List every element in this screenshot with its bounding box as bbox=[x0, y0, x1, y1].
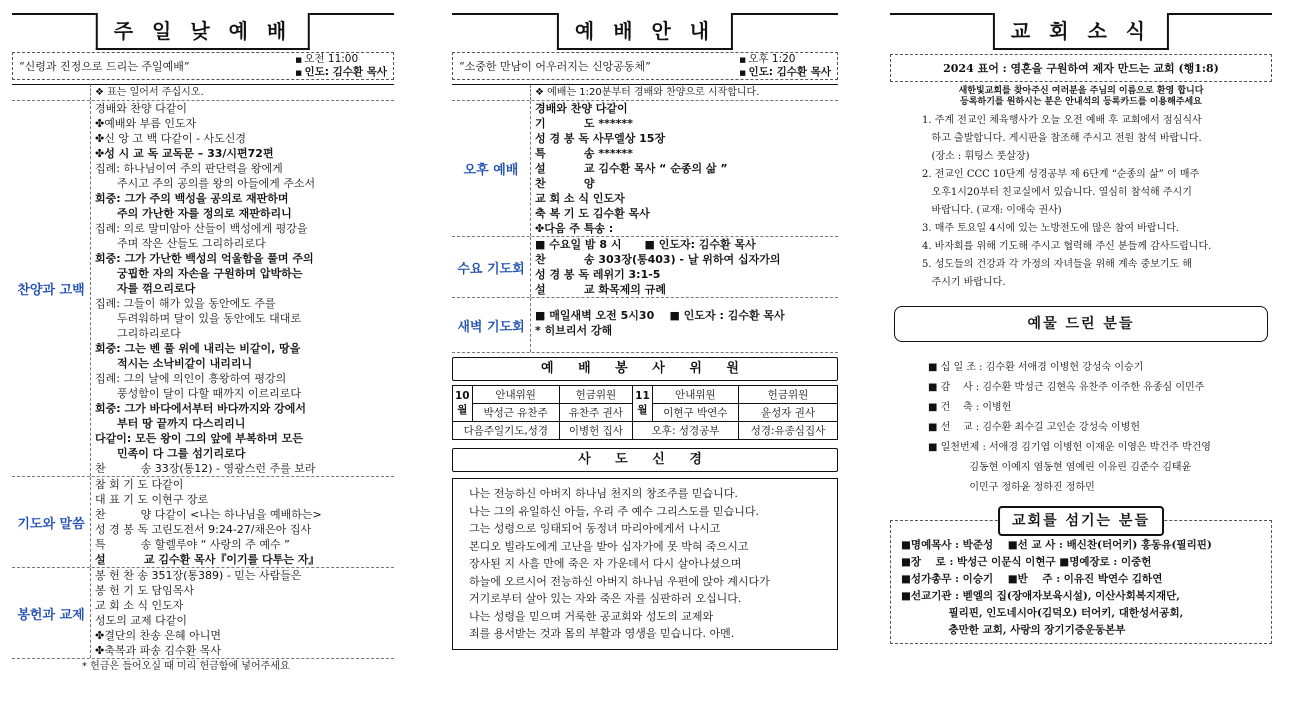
church-news-column bbox=[890, 0, 1272, 644]
servant-line: 충만한 교회, 사랑의 장기기증운동본부 bbox=[901, 624, 1126, 636]
service-time-info bbox=[739, 53, 831, 79]
dawn-line: ■ 매일새벽 오전 5시30 ■ 인도자 : 김수환 목사 bbox=[535, 309, 785, 322]
order-line: 민족이 다 그를 섬기리로다 bbox=[117, 447, 246, 460]
offering-list bbox=[890, 342, 1272, 498]
order-line: 성 경 봉 독 고린도전서 9:24-27/채은아 집사 bbox=[95, 523, 312, 536]
dawn-label: 새벽 기도회 bbox=[452, 298, 531, 352]
service-theme-box bbox=[12, 52, 394, 80]
month-oct: 10 월 bbox=[453, 386, 473, 422]
creed-line: 거기로부터 살아 있는 자와 죽은 자를 심판하러 오십니다. bbox=[469, 592, 742, 605]
committee-table bbox=[452, 385, 838, 440]
dawn-line: * 히브리서 강해 bbox=[535, 324, 613, 337]
creed-line: 본디오 빌라도에게 고난을 받아 십자가에 못 박혀 죽으시고 bbox=[469, 539, 749, 553]
column-header bbox=[890, 0, 1272, 46]
order-line: 성도의 교제 다같이 bbox=[95, 614, 188, 627]
service-guide-column bbox=[452, 0, 838, 650]
welcome-line: 새한빛교회를 찾아주신 여러분을 주님의 이름으로 환영 합니다 bbox=[958, 86, 1204, 96]
creed-line: 하늘에 오르시어 전능하신 아버지 하나님 우편에 앉아 계시다가 bbox=[469, 574, 770, 588]
order-line: 주의 가난한 자를 정의로 재판하리니 bbox=[117, 207, 292, 220]
start-note: ❖ 예배는 1:20분부터 경배와 찬양으로 시작합니다. bbox=[535, 87, 760, 98]
order-line: 봉 헌 기 도 담임목사 bbox=[95, 584, 194, 597]
servant-line: ■명예목사 : 박준성 ■선 교 사 : 배신찬(터어키) 홍동유(필리핀) bbox=[901, 539, 1212, 551]
order-line: 그리하리로다 bbox=[117, 327, 181, 340]
wednesday-line: 찬 송 303장(통403) - 날 위하여 십자가의 bbox=[535, 253, 781, 266]
welcome-note bbox=[890, 86, 1272, 108]
order-line: 회중: 그가 가난한 백성의 억울함을 풀며 주의 bbox=[95, 252, 314, 265]
order-line: 자를 꺾으리로다 bbox=[117, 282, 196, 295]
afternoon-line: 경배와 찬양 다같이 bbox=[535, 102, 628, 115]
next-prayer: 다음주일기도,성경 bbox=[453, 422, 560, 440]
service-theme: “소중한 만남이 어우러지는 신앙공동체” bbox=[459, 60, 651, 73]
offering-line: ■ 선 교 : 김수환 최수길 고인순 강성숙 이병헌 bbox=[928, 422, 1141, 433]
section-body bbox=[91, 568, 394, 658]
afternoon-line: 설 교 김수환 목사 “ 순종의 삶 ” bbox=[535, 162, 728, 175]
order-line: ✤성 시 교 독 교독문 – 33/시편72편 bbox=[95, 147, 274, 160]
order-line: 대 표 기 도 이현구 장로 bbox=[95, 493, 209, 506]
servants-box bbox=[890, 513, 1272, 644]
service-theme-box bbox=[452, 52, 838, 80]
order-line: ✤신 앙 고 백 다같이 - 사도신경 bbox=[95, 132, 247, 145]
creed-line: 나는 성령을 믿으며 거룩한 공교회와 성도의 교제와 bbox=[469, 609, 714, 623]
section-label: 기도와 말씀 bbox=[12, 477, 91, 567]
stand-note-row bbox=[12, 84, 394, 100]
creed-line: 죄를 용서받는 것과 몸의 부활과 영생을 믿습니다. 아멘. bbox=[469, 627, 735, 640]
table-row bbox=[453, 386, 838, 404]
service-guide-title: 예 배 안 내 bbox=[557, 13, 733, 50]
order-line: ✤축복과 파송 김수환 목사 bbox=[95, 644, 221, 657]
order-line: 회중: 그는 벤 풀 위에 내리는 비같이, 땅을 bbox=[95, 342, 301, 355]
blank-label bbox=[12, 84, 91, 100]
order-line: 다같이: 모든 왕이 그의 앞에 부복하며 모든 bbox=[95, 432, 304, 445]
sunday-service-title: 주 일 낮 예 배 bbox=[96, 13, 310, 50]
order-line: 특 송 할렐루야 “ 사랑의 주 예수 ” bbox=[95, 538, 290, 551]
section-body bbox=[91, 477, 394, 567]
order-line: ✤결단의 찬송 은혜 아니면 bbox=[95, 629, 221, 642]
order-line: 궁핍한 자의 자손을 구원하며 압박하는 bbox=[117, 267, 303, 280]
sunday-service-column bbox=[12, 0, 394, 674]
order-line: 봉 헌 찬 송 351장(통389) - 믿는 사람들은 bbox=[95, 569, 302, 582]
news-item: (장소 : 휘팅스 풋살장) bbox=[922, 151, 1030, 162]
oct-offer: 유찬주 권사 bbox=[559, 404, 633, 422]
creed-line: 장사된 지 사흘 만에 죽은 자 가운데서 다시 살아나셨으며 bbox=[469, 557, 742, 570]
offering-footnote: * 헌금은 들어오실 때 미리 헌금함에 넣어주세요 bbox=[12, 658, 394, 674]
section-label: 봉헌과 교제 bbox=[12, 568, 91, 658]
wednesday-line: ■ 수요일 밤 8 시 ■ 인도자: 김수환 목사 bbox=[535, 238, 756, 251]
order-line: 찬 송 33장(통12) - 영광스런 주를 보라 bbox=[95, 462, 316, 475]
offering-line: 김동현 이예지 염동현 염예린 이유린 김준수 김태윤 bbox=[928, 462, 1192, 473]
afternoon-order bbox=[531, 101, 838, 236]
wednesday-line: 성 경 봉 독 레위기 3:1-5 bbox=[535, 268, 661, 281]
offering-line: ■ 건 축 : 이병헌 bbox=[928, 402, 1012, 413]
servants-title: 교회를 섬기는 분들 bbox=[998, 506, 1164, 536]
news-item: 3. 매주 토요일 4시에 있는 노방전도에 많은 참여 바랍니다. bbox=[922, 223, 1180, 234]
service-theme: “신령과 진정으로 드리는 주일예배” bbox=[19, 60, 190, 73]
pm-study-person: 성경:유종심집사 bbox=[738, 422, 837, 440]
service-time: ■ 오전 11:00 bbox=[295, 53, 387, 66]
order-line: 설 교 김수환 목사『이기를 다투는 자』 bbox=[95, 553, 320, 566]
order-line: 경배와 찬양 다같이 bbox=[95, 102, 188, 115]
order-line: ✤예배와 부름 인도자 bbox=[95, 117, 197, 130]
column-header bbox=[12, 0, 394, 46]
afternoon-line: 찬 양 bbox=[535, 177, 595, 190]
service-preacher: ■ 인도: 김수환 목사 bbox=[295, 66, 387, 79]
order-line: 두려워하며 달이 있을 동안에도 대대로 bbox=[117, 312, 302, 325]
worship-section bbox=[12, 476, 394, 567]
start-note-row bbox=[452, 84, 838, 100]
oct-guide: 박성근 유찬주 bbox=[472, 404, 559, 422]
order-line: 찬 양 다같이 <나는 하나님을 예배하는> bbox=[95, 508, 322, 521]
servant-line: 필리핀, 인도네시아(김덕오) 터어키, 대한성서공회, bbox=[901, 607, 1184, 619]
service-time: ■ 오후 1:20 bbox=[739, 53, 831, 66]
afternoon-line: 기 도 ****** bbox=[535, 117, 633, 130]
pm-study: 오후: 성경공부 bbox=[633, 422, 739, 440]
afternoon-line: 축 복 기 도 김수환 목사 bbox=[535, 207, 650, 220]
wednesday-order bbox=[531, 237, 838, 297]
news-item: 바랍니다. (교재: 이애숙 권사) bbox=[922, 205, 1062, 216]
church-news-title: 교 회 소 식 bbox=[993, 13, 1169, 50]
news-item: 5. 성도들의 건강과 각 가정의 자녀들을 위해 계속 중보기도 해 bbox=[922, 259, 1192, 270]
order-line: 집례: 하나님이여 주의 판단력을 왕에게 bbox=[95, 162, 283, 175]
servant-line: ■성가총무 : 이승기 ■반 주 : 이유진 박연수 김하연 bbox=[901, 573, 1163, 585]
order-of-worship bbox=[12, 100, 394, 658]
annual-motto: 2024 표어 : 영혼을 구원하여 제자 만드는 교회 (행1:8) bbox=[890, 54, 1272, 82]
dawn-order bbox=[531, 298, 838, 352]
order-line: 집례: 그의 날에 의인이 흥왕하여 평강의 bbox=[95, 372, 287, 385]
month-nov: 11 월 bbox=[633, 386, 653, 422]
service-preacher: ■ 인도: 김수환 목사 bbox=[739, 66, 831, 79]
worship-section bbox=[12, 100, 394, 476]
wednesday-service bbox=[452, 236, 838, 297]
afternoon-line: 교 회 소 식 인도자 bbox=[535, 192, 625, 205]
next-prayer-person: 이병헌 집사 bbox=[559, 422, 633, 440]
afternoon-label: 오후 예배 bbox=[452, 101, 531, 236]
creed-line: 나는 전능하신 아버지 하나님 천지의 창조주를 믿습니다. bbox=[469, 487, 738, 500]
order-line: 회중: 그가 주의 백성을 공의로 재판하며 bbox=[95, 192, 289, 205]
afternoon-line: 특 송 ****** bbox=[535, 147, 633, 160]
order-line: 집례: 의로 말미암아 산들이 백성에게 평강을 bbox=[95, 222, 308, 235]
dawn-service bbox=[452, 297, 838, 353]
news-item: 오후1시20부터 친교실에서 있습니다. 열심히 참석해 주시기 bbox=[922, 187, 1192, 198]
news-item: 1. 주계 전교인 체육행사가 오늘 오전 예배 후 교회에서 점심식사 bbox=[922, 115, 1202, 126]
nov-guide: 이현구 박연수 bbox=[652, 404, 738, 422]
order-line: 집례: 그들이 해가 있을 동안에도 주를 bbox=[95, 297, 276, 310]
welcome-line: 등록하기를 원하시는 분은 안내석의 등록카드를 이용해주세요 bbox=[960, 97, 1202, 107]
header-offer: 헌금위원 bbox=[738, 386, 837, 404]
order-line: 적시는 소낙비같이 내리리니 bbox=[117, 357, 253, 370]
creed-line: 그는 성령으로 잉태되어 동정녀 마리아에게서 나시고 bbox=[469, 522, 721, 535]
committee-title: 예 배 봉 사 위 원 bbox=[452, 357, 838, 381]
stand-note: ❖ 표는 일어서 주십시오. bbox=[91, 84, 394, 100]
creed-title: 사 도 신 경 bbox=[452, 448, 838, 472]
order-line: 회중: 그가 바다에서부터 바다까지와 강에서 bbox=[95, 402, 306, 415]
servant-line: ■선교기관 : 벧엘의 집(장애자보육시설), 이산사회복지재단, bbox=[901, 590, 1180, 602]
offering-title: 예물 드린 분들 bbox=[894, 306, 1268, 342]
offering-line: ■ 감 사 : 김수환 박성근 김현옥 유찬주 이주한 유종심 이민주 bbox=[928, 382, 1205, 393]
section-body bbox=[91, 101, 394, 476]
header-guide: 안내위원 bbox=[472, 386, 559, 404]
afternoon-line: 성 경 봉 독 사무엘상 15장 bbox=[535, 132, 666, 145]
creed-line: 나는 그의 유일하신 아들, 우리 주 예수 그리스도를 믿습니다. bbox=[469, 504, 759, 518]
order-line: 교 회 소 식 인도자 bbox=[95, 599, 184, 612]
offering-line: ■ 십 일 조 : 김수환 서애경 이병헌 강성숙 이승기 bbox=[928, 362, 1144, 373]
offering-line: 이민구 정하윤 정하진 정하민 bbox=[928, 482, 1095, 493]
nov-offer: 윤성자 권사 bbox=[738, 404, 837, 422]
wednesday-label: 수요 기도회 bbox=[452, 237, 531, 297]
header-guide: 안내위원 bbox=[652, 386, 738, 404]
servants-list bbox=[890, 520, 1272, 644]
news-item: 4. 바자회를 위해 기도해 주시고 협력해 주신 분들께 감사드립니다. bbox=[922, 241, 1212, 252]
section-label: 찬양과 고백 bbox=[12, 101, 91, 476]
offering-line: ■ 일천번제 : 서애경 김기엽 이병헌 이재운 이영은 박건주 박건영 bbox=[928, 442, 1211, 453]
afternoon-service bbox=[452, 100, 838, 236]
wednesday-line: 설 교 화목제의 규례 bbox=[535, 283, 666, 296]
header-offer: 헌금위원 bbox=[559, 386, 633, 404]
order-line: 부터 땅 끝까지 다스리리니 bbox=[117, 417, 246, 430]
column-header bbox=[452, 0, 838, 46]
news-list bbox=[890, 112, 1272, 292]
order-line: 참 회 기 도 다같이 bbox=[95, 478, 184, 491]
news-item: 주시기 바랍니다. bbox=[922, 277, 1006, 288]
blank-label bbox=[452, 85, 531, 100]
table-row bbox=[453, 422, 838, 440]
news-item: 하고 출발합니다. 게시판을 참조해 주시고 전원 참석 바랍니다. bbox=[922, 133, 1202, 144]
service-time-info bbox=[295, 53, 387, 79]
news-item: 2. 전교인 CCC 10단계 성경공부 제 6단계 “순종의 삶” 이 매주 bbox=[922, 169, 1200, 180]
worship-section bbox=[12, 567, 394, 658]
order-line: 풍성함이 달이 다할 때까지 이르리로다 bbox=[117, 387, 302, 400]
afternoon-line: ✤다음 주 특송 : bbox=[535, 222, 614, 235]
apostles-creed bbox=[452, 478, 838, 650]
order-line: 주시고 주의 공의를 왕의 아들에게 주소서 bbox=[117, 177, 316, 190]
order-line: 주며 작은 산들도 그리하리로다 bbox=[117, 237, 266, 250]
servant-line: ■장 로 : 박성근 이문식 이현구 ■명예장로 : 이중헌 bbox=[901, 556, 1152, 568]
